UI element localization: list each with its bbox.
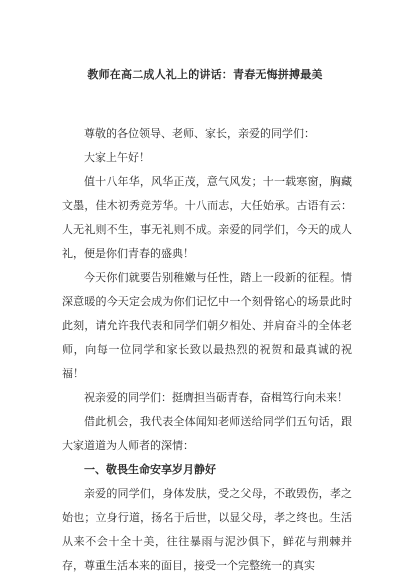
body-paragraph-5: 亲爱的同学们，身体发肤，受之父母，不敢毁伤，孝之始也；立身行道，扬名于后世，以显父母，孝之终也。生活从来不会十全十美，往往暴雨与泥沙俱下，鲜花与荆棘并存，尊重生活本来的面目，接受一个完整统一的真实: [62, 487, 352, 572]
body-paragraph-2: 今天你们就要告别稚嫩与任性，踏上一段新的征程。情深意暖的今天定会成为你们记忆中一个刻骨铭心的场景此时此刻，请允许我代表和同学们朝夕相处、并肩奋斗的全体老师，向每一位同学和家长致以最热烈的祝贺和最真诚的祝福！: [62, 271, 352, 380]
body-paragraph-4: 借此机会，我代表全体闻知老师送给同学们五句话，跟大家道道为人师者的深情：: [62, 415, 352, 452]
body-paragraph-3: 祝亲爱的同学们：挺膺担当砺青春，奋楫笃行向未来！: [84, 391, 348, 404]
document-title: 教师在高二成人礼上的讲话：青春无悔拼搏最美: [87, 68, 323, 81]
section-heading-1: 一、敬畏生命安享岁月静好: [84, 463, 216, 476]
body-paragraph-1: 值十八年华，风华正茂，意气风发；十一载寒窗，胸藏文墨，佳木初秀竞芳华。十八而志，大任始承。古语有云：人无礼则不生，事无礼则不成。亲爱的同学们，今天的成人礼，便是你们青春的盛典！: [62, 175, 352, 260]
opening-paragraph: 大家上午好！: [84, 151, 150, 164]
greeting-paragraph: 尊敬的各位领导、老师、家长，亲爱的同学们：: [84, 127, 315, 140]
